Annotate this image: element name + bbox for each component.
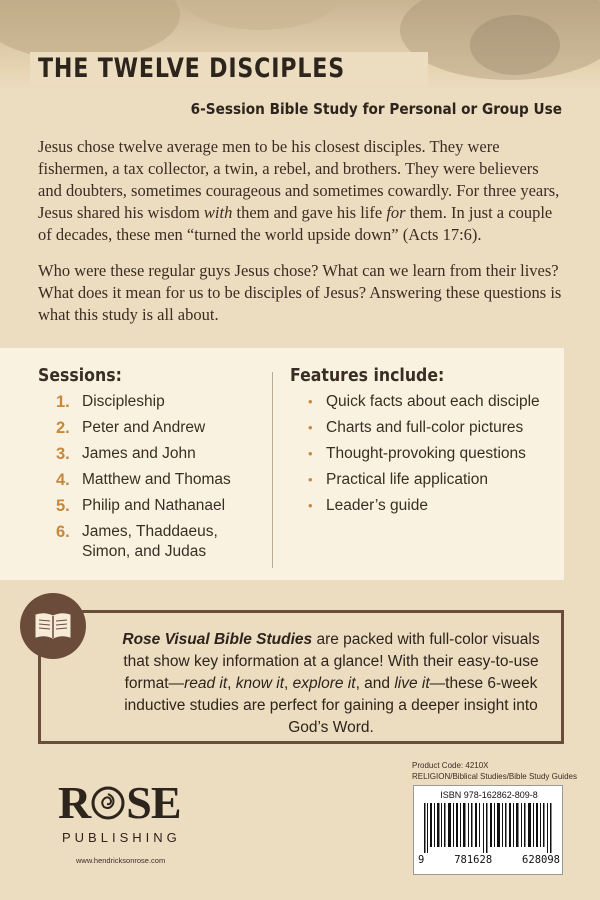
feature-item: • Quick facts about each disciple [308,393,540,410]
book-subtitle: 6-Session Bible Study for Personal or Group Use [190,100,562,118]
bullet-icon: • [308,420,313,435]
intro-paragraph-1: Jesus chose twelve average men to be his closest disciples. They were fishermen, a tax collector, a twin, a rebel, and brothers. They were believers and doubters, sometimes courageous and sometimes cowardly. For three years, Jesus shared his wisdom with them and gave his life for them. In just a couple of decades, these men “turned the world upside down” (Acts 17:6). [38,137,560,244]
barcode-bars [422,803,556,853]
photo-texture [470,15,560,75]
series-promo-box [38,610,564,744]
sessions-heading: Sessions: [38,366,122,386]
session-item: 6. James, Thaddaeus, Simon, and Judas [56,523,218,560]
photo-texture [0,0,180,60]
open-book-icon [20,593,86,659]
bullet-icon: • [308,446,313,461]
isbn-label: ISBN 978-162862-809-8 [440,790,538,800]
title-block [30,52,428,86]
rose-icon [91,786,125,820]
series-promo-text: Rose Visual Bible Studies are packed with full-color visuals that show key information at a glance! With their easy-to-use format—read it, know it, explore it, and live it—these 6-week inductive studies are perfect for gaining a deeper insight into God’s Word. [122,631,540,736]
sessions-list [56,392,266,568]
features-list [308,392,558,522]
bullet-icon: • [308,472,313,487]
feature-item: • Practical life application [308,471,488,488]
session-item: 1. Discipleship [56,393,165,411]
product-info [412,760,577,782]
publisher-subline: PUBLISHING [62,830,181,845]
feature-item: • Leader’s guide [308,497,428,514]
feature-item: • Charts and full-color pictures [308,419,524,436]
feature-item: • Thought-provoking questions [308,445,526,462]
publisher-url: www.hendricksonrose.com [76,856,166,865]
column-divider [272,372,273,568]
barcode-digits: 9 781628 628098 [418,854,560,866]
session-item: 3. James and John [56,445,196,463]
session-item: 4. Matthew and Thomas [56,471,231,489]
features-heading: Features include: [290,366,445,386]
intro-text [38,136,564,340]
publisher-wordmark: R SE [58,777,181,828]
publisher-logo [58,777,188,845]
session-item: 2. Peter and Andrew [56,419,206,437]
isbn-barcode [413,785,563,875]
product-category: RELIGION/Biblical Studies/Bible Study Guides [412,772,577,781]
book-title: THE TWELVE DISCIPLES [38,53,345,84]
bullet-icon: • [308,498,313,513]
intro-paragraph-2: Who were these regular guys Jesus chose? What can we learn from their lives? What does it mean for us to be disciples of Jesus? Answering these questions is what this study is all about. [38,261,562,324]
photo-texture [180,0,340,30]
bullet-icon: • [308,394,313,409]
session-item: 5. Philip and Nathanael [56,497,226,515]
product-code: Product Code: 4210X [412,761,489,770]
